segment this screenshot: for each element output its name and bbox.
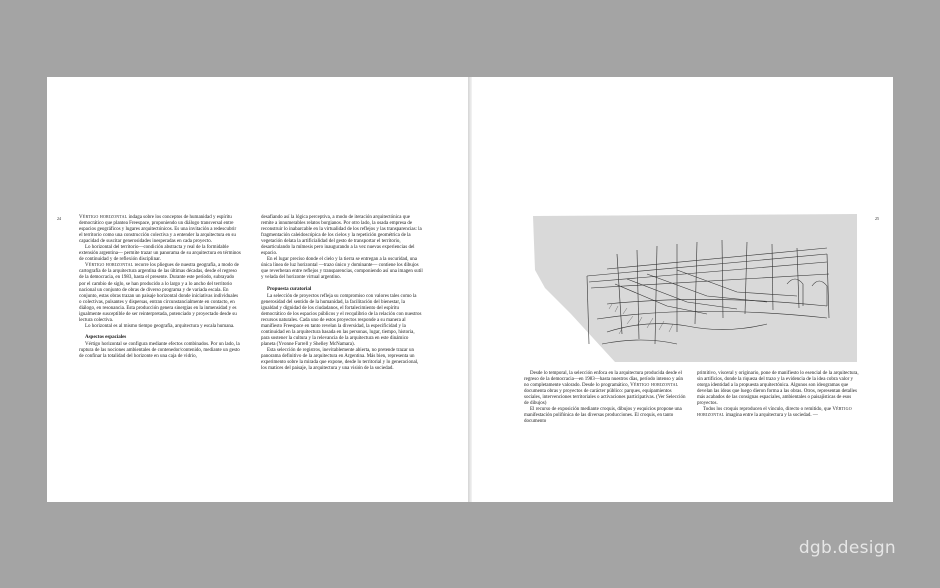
paragraph: Vértigo horizontal indaga sobre los conceptos de humanidad y espíritu democrático que plantea Freespace, proponiendo un diálogo transversal entre espacios geográficos y lugares arquitectónicos. Es una invitación a redescubrir el territorio como una construcción colectiva y a entender la arquitectura en su capacidad de suscitar generosidades inesperadas en cada proyecto. — [79, 215, 237, 245]
right-column-1 — [524, 371, 686, 425]
right-page — [472, 77, 893, 502]
paragraph: En el lugar preciso donde el cielo y la tierra se entregan a la oscuridad, una única línea de luz horizontal —trazo único y dominante— contiene los dibujos que reverberan entre reflejos y transparencias, componiendo así una imagen sutil y velada del horizonte virtual argentino. — [261, 257, 423, 281]
left-page — [47, 77, 468, 502]
left-column-2 — [261, 215, 423, 372]
page-number-left: 24 — [57, 216, 61, 221]
paragraph: Esta selección de registros, inevitablemente abierta, no pretende trazar un panorama definitivo de la arquitectura en Argentina. Más bien, representa un experimento sobre la mirada que expone, desde lo territorial y lo generacional, los matices del paisaje, la arquitectura y una visión de la sociedad. — [261, 347, 419, 372]
paragraph: primitivo, visceral y originario, pone de manifiesto lo esencial de la arquitectura, sin artificios, donde la riqueza del trazo y la evidencia de la idea cobra valor y otorga identidad a la propuesta arquitectónica. Algunos son ideogramas que develan las ideas que luego dieron forma a las obras. Otros, representan detalles más acabados de las consignas espaciales, ambientales o paisajísticas de esos proyectos. — [697, 371, 859, 407]
sketch-grey-band — [533, 214, 857, 362]
paragraph: Lo horizontal del territorio—condición abstracta y real de la formidable extensión argentina— permite trazar un panorama de su arquitectura en términos de continuidad y de reflexión disciplinar. — [79, 245, 241, 263]
left-column-1 — [79, 215, 241, 360]
paragraph: El recurso de exposición mediante croquis, dibujos y esquicios propone una manifestación polifónica de las diversas producciones. El croquis, en tanto documento — [524, 407, 682, 425]
paragraph: desafiando así la lógica perceptiva, a modo de iteración arquitectónica que remite a innumerables relatos borgianos. Por otro lado, la osada empresa de reconstruir lo inabarcable en la virtualidad de los reflejos y las transparencias: la fragmentación caleidoscópica de los cielos y la repetición geométrica de la vegetación delata la artificialidad del gesto de transportar el territorio, desarticulando la mímesis pero inaugurando a la vez nuevas experiencias del espacio. — [261, 215, 422, 257]
watermark: dgb.design — [798, 538, 896, 558]
paragraph: La selección de proyectos refleja su compromiso con valores tales como la generosidad del sentido de la humanidad, la facilitación del bienestar, la igualdad y dignidad de los ciudadanos, el fortalecimiento del espíritu democrático de los espacios públicos y el recqulibrio de la relación con nuestros recursos naturales. Cada uno de estos proyectos responde a su manera al manifiesto Freespace en tanto revelan la diversidad, la especificidad y la continuidad en la arquitectura basada en las personas, lugar, tiempo, historia, para sostener la cultura y la relevancia de la arquitectura en este dinámico planeta (Yvonne Farrell y Shelley McNamara). — [261, 293, 422, 347]
paragraph: Desde lo temporal, la selección enfoca en la arquitectura producida desde el regreso de la democracia—en 1983—hasta nuestros días, período intenso y aún no completamente valorado. Desde lo programático, Vértigo horizontal documenta obras y proyectos de carácter público: parques, equipamientos sociales, intervenciones territoriales o activaciones participativas. (Ver Selección de dibujos) — [524, 371, 686, 407]
paragraph: Todos los croquis reproducen el vínculo, directo o remitido, que Vértigo horizontal imagina entre la arquitectura y la sociedad. — — [697, 407, 852, 419]
section-heading-aspectos: Aspectos espaciales — [85, 334, 127, 340]
section-heading-propuesta: Propuesta curatorial — [267, 286, 312, 292]
page-number-right: 25 — [875, 216, 879, 221]
architectural-sketch — [527, 214, 867, 364]
paragraph: Vértigo horizontal recorre los pliegues de nuestra geografía, a modo de cartografía de la arquitectura argentina de las últimas décadas, desde el regreso de la democracia, en 1983, hasta el presente. Durante este período, subrayado por el cambio de siglo, se han producido a lo largo y a lo ancho del territorio nacional un conjunto de obras de diverso programa y de variada escala. En conjunto, estas obras trazan un paisaje horizontal donde iniciativas individuales o colectivas, pulsantes y dispersas, entran circunstancialmente en contacto, en diálogo, en resonancia. Esta producción genera sinergias en la inmensidad y es igualmente susceptible de ser reinterpretada, potenciado y proyectado desde su lectura colectiva. — [79, 263, 239, 323]
paragraph: Vértigo horizontal se configura mediante efectos combinados. Por un lado, la ruptura de las nociones ambientales de contenedor/contenido, mediante un gesto de confinar la totalidad del horizonte en una caja de vidrio, — [79, 341, 240, 360]
right-column-2 — [697, 371, 863, 419]
paragraph: Lo horizontal es al mismo tiempo geografía, arquitectura y escala humana. — [85, 323, 235, 329]
